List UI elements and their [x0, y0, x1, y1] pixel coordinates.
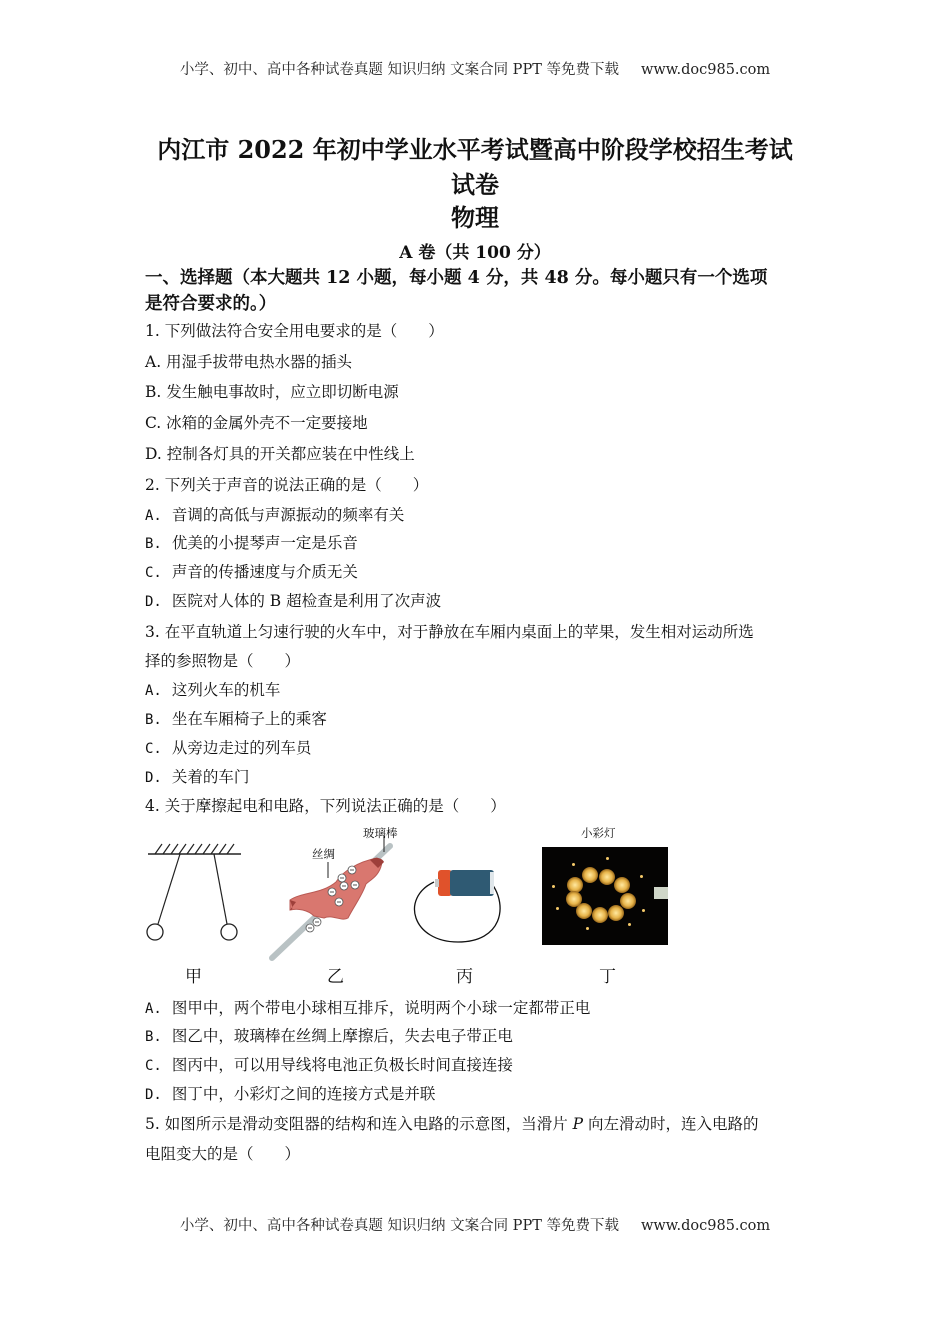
question-1-option-d: D. 控制各灯具的开关都应装在中性线上	[145, 445, 415, 463]
question-4-option-b	[145, 1024, 805, 1046]
stem-text-b: 向左滑动时，连入电路的	[588, 1115, 759, 1133]
question-3-option-d	[145, 765, 805, 787]
bulb-icon	[614, 877, 630, 893]
section-heading-line2: 是符合要求的。）	[145, 294, 277, 314]
figure-label-yi: 乙	[327, 967, 344, 987]
option-key: C.	[145, 565, 162, 581]
question-3-stem-line1: 3. 在平直轨道上匀速行驶的火车中，对于静放在车厢内桌面上的苹果，发生相对运动所选	[145, 623, 754, 641]
bulb-icon	[599, 869, 615, 885]
option-text: 图丁中，小彩灯之间的连接方式是并联	[171, 1085, 436, 1103]
option-text: 图甲中，两个带电小球相互排斥，说明两个小球一定都带正电	[171, 999, 591, 1017]
part-heading: A 卷（共 100 分）	[399, 243, 551, 263]
figure-bing-battery-icon	[410, 862, 510, 946]
figure-yi-glass-rod-silk-icon	[262, 822, 412, 967]
option-text: 图乙中，玻璃棒在丝绸上摩擦后，失去电子带正电	[171, 1027, 513, 1045]
bulb-icon	[620, 893, 636, 909]
silk-label: 丝绸	[312, 847, 335, 861]
bulb-icon	[582, 867, 598, 883]
question-1-option-a: A. 用湿手拔带电热水器的插头	[145, 353, 353, 371]
string-lights-photo	[542, 847, 668, 945]
question-2-option-c	[145, 560, 805, 582]
header-text: 小学、初中、高中各种试卷真题 知识归纳 文案合同 PPT 等免费下载	[179, 62, 619, 78]
option-key: B.	[145, 536, 162, 552]
question-2-option-a	[145, 503, 805, 525]
subject-title: 物理	[451, 203, 499, 232]
stem-text-a: 5. 如图所示是滑动变阻器的结构和连入电路的示意图，当滑片	[145, 1115, 568, 1133]
figure-jia-pendulum-icon	[145, 838, 245, 948]
page-header	[0, 58, 950, 79]
option-key: B.	[145, 1029, 162, 1045]
section-heading-line1: 一、选择题（本大题共 12 小题，每小题 4 分，共 48 分。每小题只有一个选项	[145, 268, 768, 288]
string-lights-label: 小彩灯	[581, 826, 616, 840]
figure-label-ding: 丁	[599, 967, 616, 987]
option-key: D.	[145, 1087, 162, 1103]
question-2-stem: 2. 下列关于声音的说法正确的是（ ）	[145, 476, 429, 494]
option-key: A.	[145, 508, 162, 524]
question-5-stem-line2: 电阻变大的是（ ）	[145, 1145, 301, 1163]
option-key: C.	[145, 1058, 162, 1074]
option-text: 从旁边走过的列车员	[171, 739, 312, 757]
option-key: B.	[145, 712, 162, 728]
option-key: D.	[145, 770, 162, 786]
option-text: 医院对人体的 B 超检查是利用了次声波	[171, 592, 442, 610]
figure-label-jia: 甲	[185, 967, 202, 987]
option-key: A.	[145, 683, 162, 699]
header-url[interactable]: www.doc985.com	[640, 62, 771, 78]
question-4-option-d	[145, 1082, 805, 1104]
question-4-stem: 4. 关于摩擦起电和电路，下列说法正确的是（ ）	[145, 797, 506, 815]
question-2-option-d	[145, 589, 805, 611]
question-3-option-a	[145, 678, 805, 700]
footer-url[interactable]: www.doc985.com	[640, 1218, 771, 1234]
question-3-option-b	[145, 707, 805, 729]
question-4-option-c	[145, 1053, 805, 1075]
option-text: 图丙中，可以用导线将电池正负极长时间直接连接	[171, 1056, 513, 1074]
question-3-stem-line2: 择的参照物是（ ）	[145, 652, 301, 670]
question-1-stem: 1. 下列做法符合安全用电要求的是（ ）	[145, 322, 444, 340]
plug-icon	[654, 887, 668, 899]
option-text: 声音的传播速度与介质无关	[171, 563, 358, 581]
option-text: 音调的高低与声源振动的频率有关	[171, 506, 405, 524]
glass-rod-label: 玻璃棒	[363, 826, 398, 840]
option-key: A.	[145, 1001, 162, 1017]
page-footer	[0, 1214, 950, 1235]
option-text: 坐在车厢椅子上的乘客	[171, 710, 327, 728]
question-4-option-a	[145, 996, 805, 1018]
variable-p: P	[572, 1115, 584, 1133]
option-key: D.	[145, 594, 162, 610]
question-3-option-c	[145, 736, 805, 758]
bulb-icon	[592, 907, 608, 923]
section-heading	[145, 265, 805, 317]
option-key: C.	[145, 741, 162, 757]
exam-title-line2: 试卷	[451, 170, 499, 199]
question-1-option-c: C. 冰箱的金属外壳不一定要接地	[145, 414, 368, 432]
bulb-icon	[566, 891, 582, 907]
option-text: 优美的小提琴声一定是乐音	[171, 534, 358, 552]
footer-text: 小学、初中、高中各种试卷真题 知识归纳 文案合同 PPT 等免费下载	[179, 1218, 619, 1234]
option-text: 这列火车的机车	[171, 681, 281, 699]
question-5-stem-line1	[145, 1112, 805, 1134]
question-1-option-b: B. 发生触电事故时，应立即切断电源	[145, 383, 399, 401]
bulb-icon	[608, 905, 624, 921]
figure-label-bing: 丙	[456, 967, 473, 987]
option-text: 关着的车门	[171, 768, 250, 786]
exam-title: 内江市 2022 年初中学业水平考试暨高中阶段学校招生考试	[157, 135, 793, 164]
question-2-option-b	[145, 531, 805, 553]
